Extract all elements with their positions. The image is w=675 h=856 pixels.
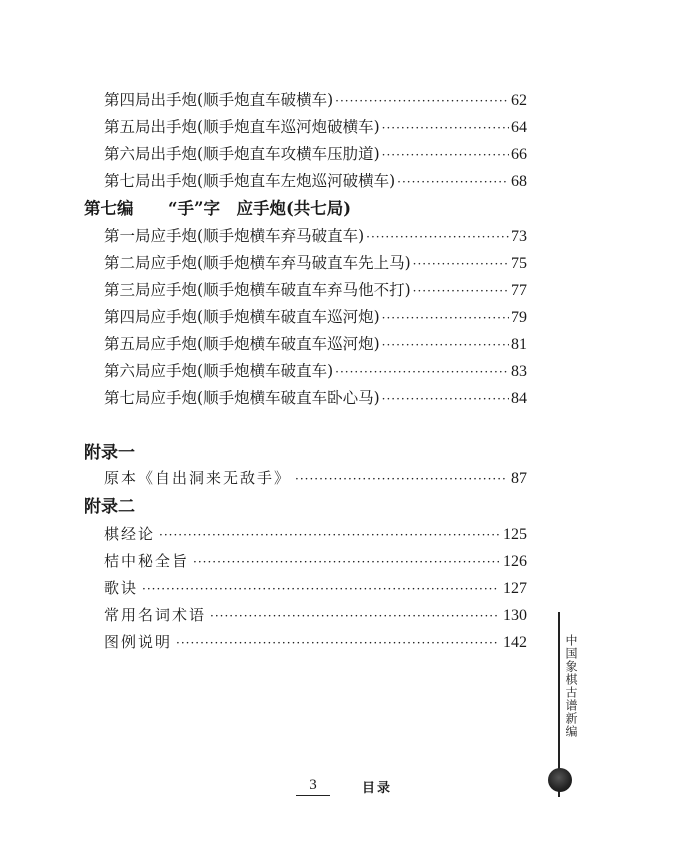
page-number: 83 [511,363,527,380]
toc-entry [104,468,527,489]
part-heading [84,198,351,220]
leader-dots [382,308,509,328]
leader-dots [142,579,499,599]
toc-entry [104,226,527,247]
leader-dots [210,606,499,626]
page-number: 64 [511,119,527,136]
toc-entry [104,280,527,301]
chapter-label: 第六局 [104,362,151,380]
entry-title: 应手炮(顺手炮横车破直车巡河炮) [150,335,380,353]
leader-dots [413,281,509,301]
toc-entry [104,253,527,274]
chapter-label: 第六局 [104,145,151,163]
page-number: 126 [503,553,527,570]
footer-label: 目录 [362,781,393,796]
entry-title: 应手炮(顺手炮横车破直车) [150,362,334,380]
toc-entry [104,144,527,165]
entry-title: 棋经论 [104,525,156,543]
part-title: “手”字 应手炮(共七局) [168,199,352,218]
chapter-label: 第三局 [104,281,151,299]
leader-dots [382,389,509,409]
page-number: 73 [511,228,527,245]
chapter-label: 第五局 [104,118,151,136]
leader-dots [335,362,509,382]
leader-dots [382,118,509,138]
page-number: 130 [503,607,527,624]
leader-dots [413,254,509,274]
page-number: 87 [511,470,527,487]
toc-entry [104,361,527,382]
entry-title: 原本《自出洞来无敌手》 [104,469,292,487]
page-number: 62 [511,92,527,109]
toc-entry [104,578,527,599]
toc-entry [104,632,527,653]
entry-title: 出手炮(顺手炮直车左炮巡河破横车) [150,172,396,190]
entry-title: 出手炮(顺手炮直车攻横车压肋道) [150,145,380,163]
chapter-label: 第四局 [104,308,151,326]
toc-entry [104,117,527,138]
page-number: 81 [511,336,527,353]
side-dot-ornament [548,768,572,792]
page-number: 79 [511,309,527,326]
page-number: 75 [511,255,527,272]
entry-title: 图例说明 [104,633,173,651]
leader-dots [193,552,499,572]
entry-title: 应手炮(顺手炮横车弃马破直车) [150,227,365,245]
toc-entry [104,171,527,192]
page-number: 127 [503,580,527,597]
entry-title: 歌诀 [104,579,139,597]
page-number: 84 [511,390,527,407]
leader-dots [366,227,509,247]
leader-dots [335,91,509,111]
entry-title: 出手炮(顺手炮直车巡河炮破横车) [150,118,380,136]
toc-entry [104,307,527,328]
entry-title: 应手炮(顺手炮横车破直车卧心马) [150,389,380,407]
toc-entry [104,388,527,409]
toc-entry [104,524,527,545]
entry-title: 应手炮(顺手炮横车弃马破直车先上马) [150,254,411,272]
chapter-label: 第二局 [104,254,151,272]
part-label: 第七编 [84,199,134,218]
leader-dots [382,335,509,355]
toc-entry [104,334,527,355]
appendix-heading: 附录二 [84,497,135,517]
leader-dots [295,469,507,489]
chapter-label: 第一局 [104,227,151,245]
page-number: 77 [511,282,527,299]
entry-title: 应手炮(顺手炮横车破直车弃马他不打) [150,281,411,299]
leader-dots [159,525,499,545]
leader-dots [382,145,509,165]
chapter-label: 第四局 [104,91,151,109]
page-number: 125 [503,526,527,543]
entry-title: 应手炮(顺手炮横车破直车巡河炮) [150,308,380,326]
chapter-label: 第七局 [104,389,151,407]
toc-entry [104,551,527,572]
toc-entry [104,605,527,626]
page-number: 142 [503,634,527,651]
appendix-heading: 附录一 [84,443,135,463]
toc-entry [104,90,527,111]
entry-title: 常用名词术语 [104,606,207,624]
entry-title: 桔中秘全旨 [104,552,190,570]
series-title: 中国象棋古谱新编 [564,634,578,738]
page-number: 66 [511,146,527,163]
page-number: 68 [511,173,527,190]
leader-dots [397,172,509,192]
chapter-label: 第七局 [104,172,151,190]
leader-dots [176,633,499,653]
entry-title: 出手炮(顺手炮直车破横车) [150,91,334,109]
footer-page-number: 3 [296,776,330,796]
chapter-label: 第五局 [104,335,151,353]
